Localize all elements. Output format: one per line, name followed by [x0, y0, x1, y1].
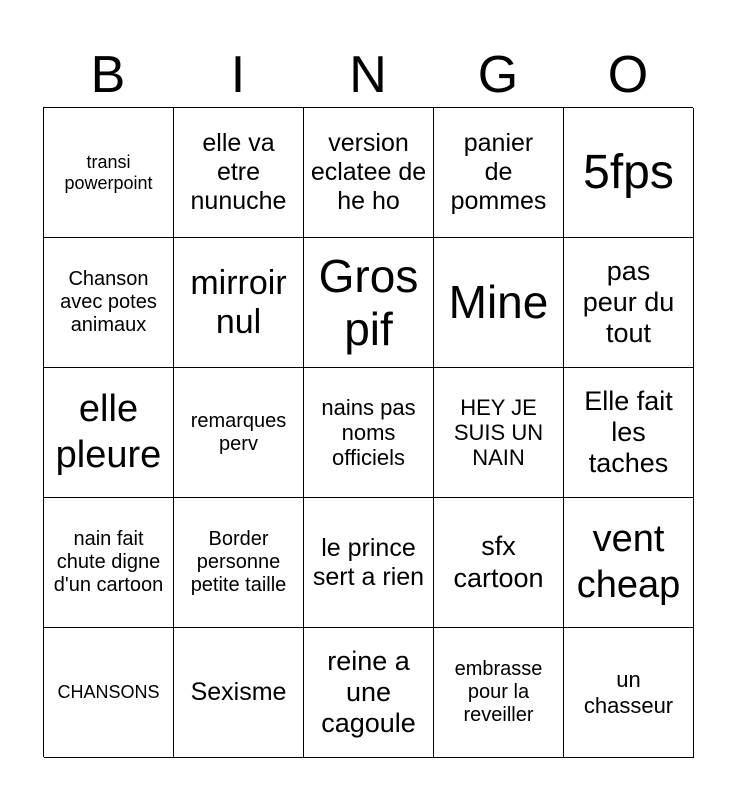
bingo-cell[interactable]: [174, 368, 304, 498]
cell-text: version eclatee de he ho: [310, 129, 427, 215]
cell-text: mirroir nul: [190, 264, 287, 341]
cell-text: HEY JE SUIS UN NAIN: [453, 394, 544, 471]
bingo-cell[interactable]: [44, 368, 174, 498]
cell-text: pas peur du tout: [582, 255, 675, 349]
bingo-cell[interactable]: [434, 498, 564, 628]
cell-text: nains pas noms officiels: [321, 394, 416, 471]
bingo-cell[interactable]: [564, 498, 694, 628]
cell-text: 5fps: [583, 145, 674, 199]
cell-text: remarques perv: [190, 409, 287, 455]
bingo-cell[interactable]: [304, 108, 434, 238]
cell-text: sfx cartoon: [453, 531, 544, 593]
bingo-cell[interactable]: [564, 238, 694, 368]
header-letter-n: N: [349, 46, 387, 104]
cell-text: Elle fait les taches: [584, 385, 673, 479]
cell-text: vent cheap: [576, 517, 681, 606]
bingo-cell[interactable]: [44, 628, 174, 758]
bingo-cell[interactable]: [434, 368, 564, 498]
cell-text: Border personne petite taille: [190, 528, 287, 596]
bingo-cell[interactable]: [174, 108, 304, 238]
cell-text: CHANSONS: [57, 682, 160, 703]
cell-text: embrasse pour la reveiller: [454, 658, 543, 726]
bingo-cell[interactable]: [304, 498, 434, 628]
bingo-cell[interactable]: [304, 628, 434, 758]
bingo-cell[interactable]: [304, 368, 434, 498]
cell-text: un chasseur: [583, 667, 674, 718]
cell-text: Sexisme: [190, 678, 287, 707]
cell-text: Gros pif: [318, 249, 419, 355]
bingo-cell[interactable]: [44, 498, 174, 628]
bingo-cell[interactable]: [174, 498, 304, 628]
cell-text: panier de pommes: [450, 129, 547, 215]
bingo-cell[interactable]: [304, 238, 434, 368]
cell-text: transi powerpoint: [64, 151, 153, 193]
cell-text: Mine: [448, 276, 549, 329]
bingo-cell[interactable]: [564, 368, 694, 498]
cell-text: le prince sert a rien: [312, 533, 425, 591]
bingo-cell[interactable]: [434, 238, 564, 368]
bingo-cell[interactable]: [44, 238, 174, 368]
header-letter-g: G: [477, 46, 519, 104]
header-letter-b: B: [90, 46, 126, 104]
cell-text: Chanson avec potes animaux: [60, 268, 157, 336]
bingo-cell[interactable]: [434, 628, 564, 758]
bingo-cell[interactable]: [564, 628, 694, 758]
cell-text: nain fait chute digne d'un cartoon: [53, 528, 164, 596]
bingo-header: [43, 44, 693, 106]
cell-text: elle pleure: [55, 387, 162, 476]
cell-text: reine a une cagoule: [321, 645, 416, 739]
bingo-cell[interactable]: [564, 108, 694, 238]
bingo-cell[interactable]: [44, 108, 174, 238]
header-letter-i: I: [230, 46, 246, 104]
bingo-cell[interactable]: [434, 108, 564, 238]
bingo-cell[interactable]: [174, 238, 304, 368]
bingo-grid: [43, 107, 693, 757]
cell-text: elle va etre nunuche: [190, 129, 287, 215]
bingo-cell[interactable]: [174, 628, 304, 758]
header-letter-o: O: [607, 46, 649, 104]
